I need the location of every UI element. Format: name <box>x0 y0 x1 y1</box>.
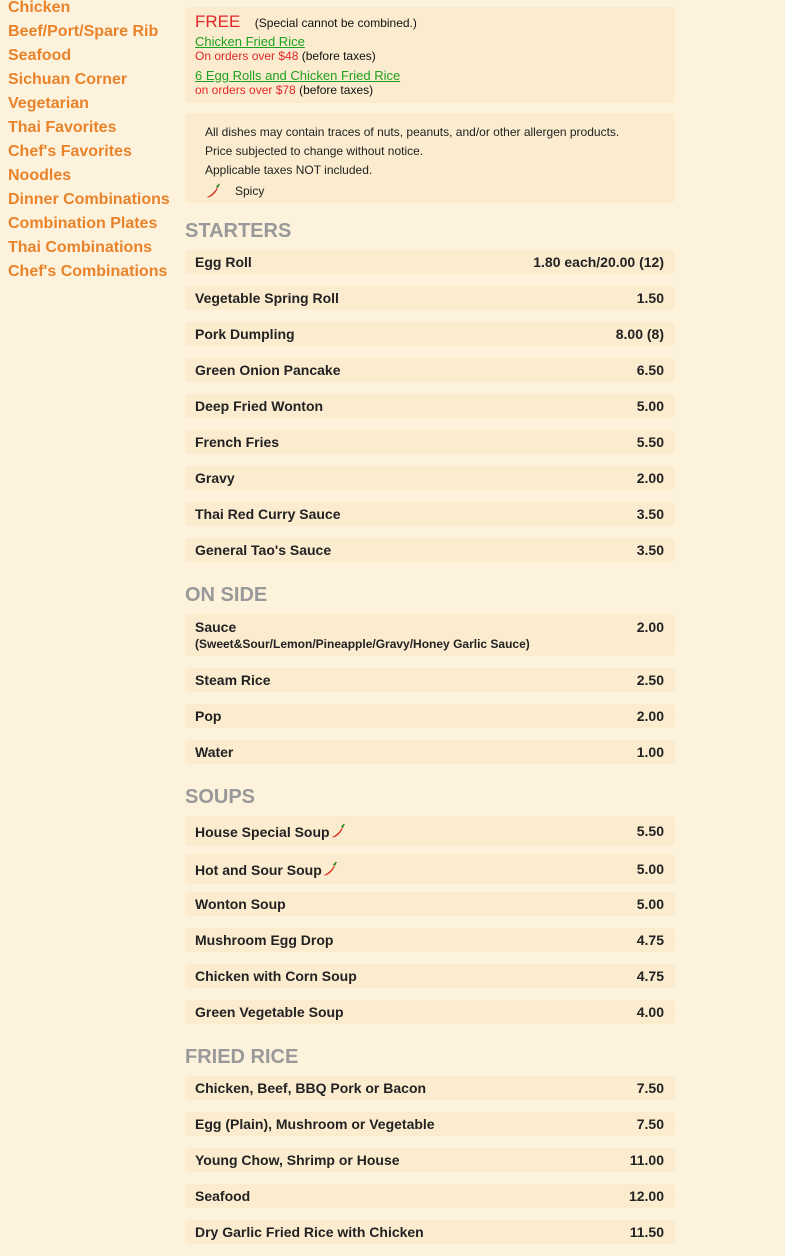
free-note: (Special cannot be combined.) <box>254 16 417 30</box>
item-name: Seafood <box>195 1188 251 1204</box>
item-name: French Fries <box>195 434 280 450</box>
item-price: 7.50 <box>636 1080 664 1096</box>
menu-item[interactable] <box>185 614 675 656</box>
fried-rice-section <box>185 1044 675 1244</box>
item-price: 2.50 <box>636 672 664 688</box>
item-price: 11.00 <box>629 1152 664 1168</box>
item-price: 4.75 <box>636 932 664 948</box>
nav-combination-plates[interactable]: Combination Plates <box>8 215 158 232</box>
soups-section <box>185 784 675 1024</box>
on-side-section <box>185 582 675 764</box>
category-sidebar <box>8 0 180 284</box>
item-name: Vegetable Spring Roll <box>195 290 339 306</box>
item-name: Gravy <box>195 470 235 486</box>
menu-item[interactable] <box>185 358 675 382</box>
item-name: Pork Dumpling <box>195 326 295 342</box>
spicy-legend-label: Spicy <box>235 184 265 198</box>
item-price: 1.50 <box>636 290 664 306</box>
menu-item[interactable] <box>185 892 675 916</box>
chili-pepper-icon <box>322 861 338 877</box>
item-name: Young Chow, Shrimp or House <box>195 1152 400 1168</box>
free-header <box>195 12 665 34</box>
price-change-notice: Price subjected to change without notice. <box>205 144 424 158</box>
item-price: 1.80 each/20.00 (12) <box>533 254 664 270</box>
item-name: Steam Rice <box>195 672 271 688</box>
item-description: (Sweet&Sour/Lemon/Pineapple/Gravy/Honey Garlic Sauce) <box>195 637 530 651</box>
item-name: Pop <box>195 708 222 724</box>
item-name: Mushroom Egg Drop <box>195 932 334 948</box>
menu-item[interactable] <box>185 1220 675 1244</box>
nav-chicken[interactable]: Chicken <box>8 0 71 16</box>
nav-vegetarian[interactable]: Vegetarian <box>8 95 89 112</box>
section-title-fried-rice: FRIED RICE <box>185 1046 299 1068</box>
menu-item[interactable] <box>185 430 675 454</box>
menu-item[interactable] <box>185 394 675 418</box>
menu-item[interactable] <box>185 1184 675 1208</box>
deal-condition <box>195 83 665 97</box>
item-price: 5.50 <box>636 823 664 839</box>
menu-item[interactable] <box>185 740 675 764</box>
item-name-group <box>195 823 346 840</box>
item-price: 5.00 <box>636 861 664 877</box>
item-price: 2.00 <box>636 619 664 635</box>
menu-item[interactable] <box>185 1148 675 1172</box>
menu-content <box>185 7 675 1256</box>
deal-minimum: on orders over $78 <box>195 83 296 97</box>
deal-taxes-note: (before taxes) <box>299 83 374 97</box>
item-name: General Tao's Sauce <box>195 542 332 558</box>
nav-sichuan-corner[interactable]: Sichuan Corner <box>8 71 128 88</box>
free-label: FREE <box>195 12 241 31</box>
item-name: Chicken, Beef, BBQ Pork or Bacon <box>195 1080 427 1096</box>
item-name: Egg Roll <box>195 254 252 270</box>
menu-item[interactable] <box>185 250 675 274</box>
menu-item[interactable] <box>185 668 675 692</box>
spicy-legend <box>205 180 655 202</box>
promo-deal <box>195 68 665 97</box>
deal-link-chicken-fried-rice[interactable]: Chicken Fried Rice <box>195 34 305 49</box>
menu-item[interactable] <box>185 928 675 952</box>
taxes-notice: Applicable taxes NOT included. <box>205 163 373 177</box>
item-name: Chicken with Corn Soup <box>195 968 357 984</box>
menu-item[interactable] <box>185 704 675 728</box>
item-price: 4.00 <box>636 1004 664 1020</box>
item-name: Wonton Soup <box>195 896 286 912</box>
menu-item[interactable] <box>185 816 675 846</box>
section-title-starters: STARTERS <box>185 220 292 242</box>
item-price: 2.00 <box>636 708 664 724</box>
item-price: 4.75 <box>636 968 664 984</box>
item-price: 5.00 <box>636 398 664 414</box>
menu-item[interactable] <box>185 322 675 346</box>
item-name: Egg (Plain), Mushroom or Vegetable <box>195 1116 435 1132</box>
item-name: Sauce <box>195 619 237 635</box>
item-price: 6.50 <box>636 362 664 378</box>
nav-thai-favorites[interactable]: Thai Favorites <box>8 119 117 136</box>
promo-deal <box>195 34 665 63</box>
nav-seafood[interactable]: Seafood <box>8 47 72 64</box>
menu-item[interactable] <box>185 538 675 562</box>
menu-item[interactable] <box>185 1076 675 1100</box>
menu-item[interactable] <box>185 286 675 310</box>
item-name-group <box>195 619 530 651</box>
free-promo-box <box>185 7 675 103</box>
deal-condition <box>195 49 665 63</box>
chili-pepper-icon <box>205 183 221 199</box>
allergen-notice-box <box>185 113 675 203</box>
menu-item[interactable] <box>185 502 675 526</box>
nav-dinner-combinations[interactable]: Dinner Combinations <box>8 191 170 208</box>
item-name: Green Onion Pancake <box>195 362 341 378</box>
menu-item[interactable] <box>185 964 675 988</box>
menu-item[interactable] <box>185 1000 675 1024</box>
item-price: 5.00 <box>636 896 664 912</box>
section-title-on-side: ON SIDE <box>185 584 268 606</box>
menu-item[interactable] <box>185 466 675 490</box>
item-price: 2.00 <box>636 470 664 486</box>
chili-pepper-icon <box>330 823 346 839</box>
item-price: 5.50 <box>636 434 664 450</box>
item-price: 3.50 <box>636 542 664 558</box>
deal-minimum: On orders over $48 <box>195 49 299 63</box>
menu-item[interactable] <box>185 1112 675 1136</box>
nav-chefs-favorites[interactable]: Chef's Favorites <box>8 143 132 160</box>
menu-item[interactable] <box>185 854 675 884</box>
item-name: Thai Red Curry Sauce <box>195 506 341 522</box>
item-price: 8.00 (8) <box>615 326 664 342</box>
nav-thai-combinations[interactable]: Thai Combinations <box>8 239 152 256</box>
item-name: Deep Fried Wonton <box>195 398 324 414</box>
item-name: Hot and Sour Soup <box>195 861 322 878</box>
deal-link-egg-rolls-fried-rice[interactable]: 6 Egg Rolls and Chicken Fried Rice <box>195 68 401 83</box>
item-name: Water <box>195 744 234 760</box>
item-name-group <box>195 861 338 878</box>
nav-noodles[interactable]: Noodles <box>8 167 72 184</box>
item-name: Green Vegetable Soup <box>195 1004 344 1020</box>
deal-taxes-note: (before taxes) <box>301 49 376 63</box>
item-name: Dry Garlic Fried Rice with Chicken <box>195 1224 424 1240</box>
section-title-soups: SOUPS <box>185 786 256 808</box>
allergen-notice: All dishes may contain traces of nuts, peanuts, and/or other allergen products. <box>205 125 620 139</box>
starters-section <box>185 218 675 562</box>
nav-beef-pork-spare-rib[interactable]: Beef/Port/Spare Rib <box>8 23 159 40</box>
item-price: 3.50 <box>636 506 664 522</box>
item-price: 1.00 <box>636 744 664 760</box>
item-price: 7.50 <box>636 1116 664 1132</box>
nav-chefs-combinations[interactable]: Chef's Combinations <box>8 263 168 280</box>
item-price: 11.50 <box>629 1224 664 1240</box>
item-name: House Special Soup <box>195 823 330 840</box>
item-price: 12.00 <box>628 1188 664 1204</box>
